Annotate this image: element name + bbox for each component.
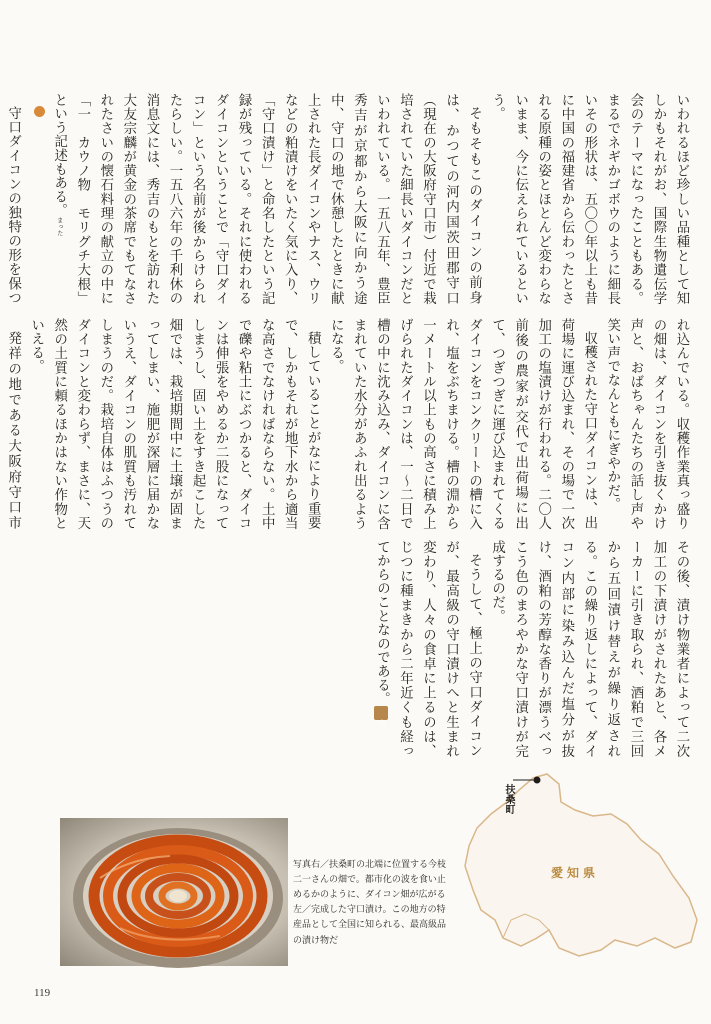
- end-mark-icon: 完: [374, 706, 388, 720]
- article-column-top: [5, 93, 693, 305]
- town-label: 扶桑町: [503, 784, 514, 814]
- text-span: そうして、極上の守口ダイコンが、最高級の守口漬けへと生まれ変わり、人々の食卓に上るのは、じつに種まきから二年近くも経ってからのことなのである。: [374, 540, 482, 758]
- moriguchi-pickle-photo: [60, 818, 288, 966]
- page-number: 119: [34, 987, 51, 999]
- photo-caption: 写真右／扶桑町の北端に位置する今枝二一さんの畑で。都市化の波を食い止めるかのように、ダイコン畑が広がる左／完成した守口漬け。この地方の特産品として全国に知られる、最高級品の漬け物だ: [293, 860, 447, 946]
- section-divider: [25, 93, 48, 305]
- paragraph: 発祥の地である大阪府守口市: [5, 331, 21, 530]
- paragraph: れ込んでいる。収穫作業真っ盛りの畑は、ダイコンを引き抜くかけ声と、おばちゃんたちの話し声や笑い声でなんともにぎやかだ。: [604, 318, 689, 530]
- section-dot-icon: [34, 106, 45, 117]
- text-span: そもそもこのダイコンの前身は、かつての河内国茨田郡守口（現在の大阪府守口市）付近で栽培されていた細長いダイコンだといわれている。一五八五年、豊臣秀吉が京都から大阪に向かう途中、守口の地で休憩したときに献上された長ダイコンやナス、ウリなどの粕漬けをいたく気に入り、「守口漬け」と命名したという記録が残っている。それに使われるダイコンということで「守口ダイコン」という名前が後からけられたらしい。一五八六年の千利休の消息文には、秀吉のもとを訪れた大友宗麟が黄金の茶席でもてなされたさいの懐石料理の献立の中に「一 カウノ物 モリグチ大根」という記述もある。: [51, 93, 482, 305]
- ruby-annotation: まった: [55, 217, 63, 237]
- paragraph: 積していることがなにより重要で、しかもそれが地下水から適当な高さでなければならない。土中で礫や粘土にぶつかると、ダイコンは伸張をやめるか二股になってしまうし、固い土をすき起こした畑では、栽培期間中に土壌が固まってしまい、施肥が深層に届かないうえ、ダイコンの肌質も汚れてしまうのだ。栽培自体はふつうのダイコンと変わらず、まさに、天然の土質に頼るほかはない作物といえる。: [28, 318, 321, 530]
- paragraph: [48, 93, 486, 305]
- article-column-bottom: [374, 540, 693, 758]
- paragraph: その後、漬け物業者によって二次加工の下漬けがされたあと、各メーカーに引き取られ、酒粕で三回から五回漬け替えが繰り返される。この繰り返しによって、ダイコン内部に染み込んだ塩分が抜け、酒粕の芳醇な香りが漂うべっこう色のまろやかな守口漬けが完成するのだ。: [489, 540, 689, 758]
- paragraph: 収穫された守口ダイコンは、出荷場に運び込まれ、その場で一次加工の塩漬けが行われる。二〇人前後の農家が交代で出荷場に出て、つぎつぎに運び込まれてくるダイコンをコンクリートの槽に入れ、塩をぶちまける。槽の淵から一メートル以上もの高さに積み上げられたダイコンは、一～二日で槽の中に沈み込み、ダイコンに含まれていた水分があふれ出るようになる。: [328, 318, 597, 530]
- paragraph: いわれるほど珍しい品種として知しかもそれがお、国際生物遺伝学会のテーマになったこともある。まるでネギかゴボウのように細長いその形状は、五〇〇年以上も昔に中国の福建省から伝わったとされる原種の姿とほとんど変わらないまま、今に伝えられているという。: [489, 93, 689, 305]
- prefecture-label: 愛知県: [551, 866, 600, 880]
- location-map: [451, 770, 701, 960]
- pickle-coil-illustration: [60, 818, 288, 966]
- paragraph: [370, 540, 485, 758]
- article-column-middle: [5, 318, 693, 530]
- paragraph: 守口ダイコンの独特の形を保つ: [5, 106, 21, 305]
